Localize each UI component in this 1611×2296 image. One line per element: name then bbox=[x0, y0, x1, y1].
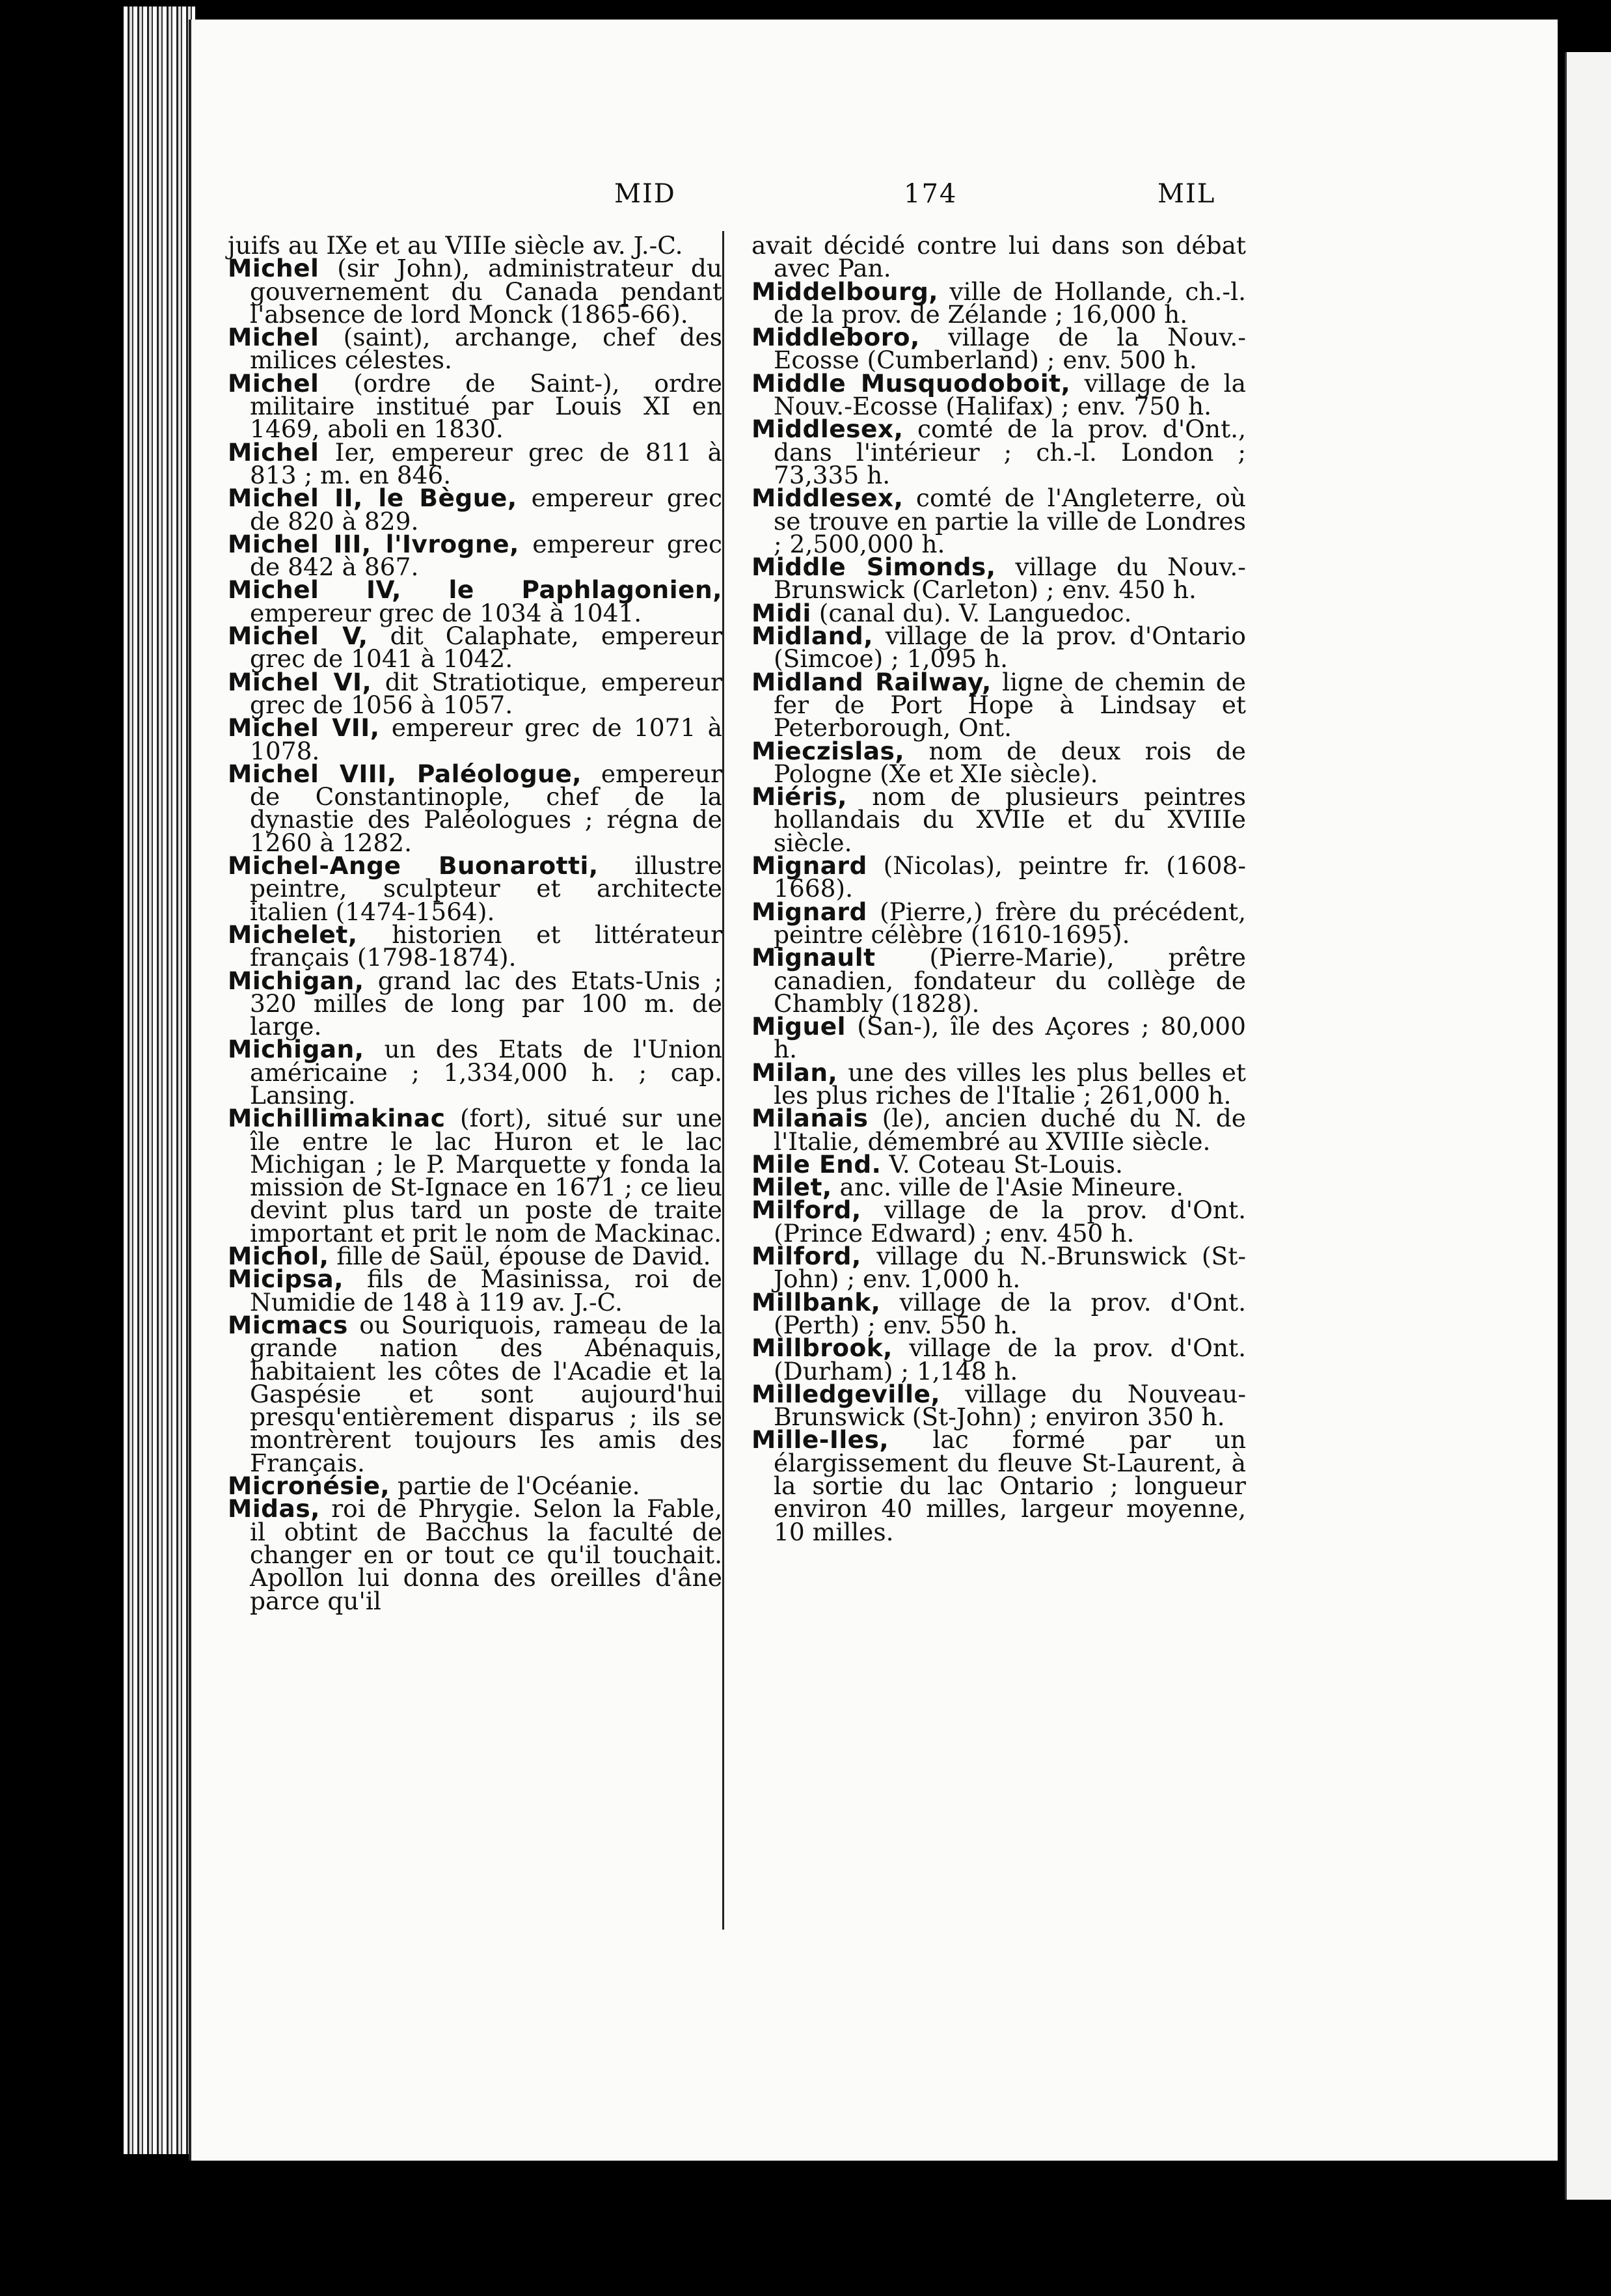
entry-definition: (Nicolas), peintre fr. (1608-1668). bbox=[774, 851, 1246, 903]
dictionary-entry bbox=[751, 368, 1247, 421]
entry-definition: dit Stratiotique, empereur grec de 1056 à 1057. bbox=[250, 667, 722, 719]
dictionary-entry bbox=[751, 553, 1246, 605]
entry-definition: historien et littérateur français (1798-1874). bbox=[250, 920, 722, 972]
entry-definition: (Pierre-Marie), prêtre canadien, fondateur du collège de Chambly (1828). bbox=[774, 943, 1246, 1018]
entry-definition: (ordre de Saint-), ordre militaire institué par Louis XI en 1469, aboli en 1830. bbox=[250, 368, 722, 444]
entry-headword: Michel-Ange Buonarotti, bbox=[228, 851, 599, 881]
dictionary-entry bbox=[228, 575, 722, 627]
entry-definition: grand lac des Etats-Unis ; 320 milles de long par 100 m. de large. bbox=[250, 966, 722, 1041]
running-head-right: MIL bbox=[1157, 179, 1216, 209]
entry-definition: lac formé par un élargissement du fleuve St-Laurent, à la sortie du lac Ontario ; longueur environ 40 milles, largeur moyenne, 10 milles. bbox=[774, 1425, 1246, 1546]
entry-headword: Milford, bbox=[751, 1242, 861, 1271]
entry-definition: fille de Saül, épouse de David. bbox=[329, 1242, 711, 1271]
dictionary-entry bbox=[751, 484, 1246, 558]
entry-definition: nom de deux rois de Pologne (Xe et XIe siècle). bbox=[774, 736, 1246, 788]
dictionary-entry bbox=[228, 368, 722, 444]
entry-definition: ou Souriquois, rameau de la grande nation des Abénaquis, habitaient les côtes de l'Acadie et la Gaspésie et sont aujourd'hui presqu'entièrement disparus ; ils se montrèrent toujours les amis des Français. bbox=[250, 1310, 722, 1477]
entry-headword: Micipsa, bbox=[228, 1264, 344, 1294]
entry-headword: Millbank, bbox=[751, 1287, 881, 1317]
entry-headword: Milet, bbox=[751, 1173, 832, 1202]
dictionary-entry bbox=[751, 897, 1246, 949]
dictionary-entry bbox=[751, 851, 1246, 903]
facing-page-edge bbox=[1565, 52, 1611, 2200]
entry-definition: empereur grec de 1034 à 1041. bbox=[250, 598, 642, 627]
dictionary-entry bbox=[751, 1287, 1246, 1339]
dictionary-entry bbox=[228, 759, 722, 857]
entry-definition: comté de la prov. d'Ont., dans l'intérieur ; ch.-l. London ; 73,335 h. bbox=[774, 415, 1246, 489]
entry-headword: Milan, bbox=[751, 1058, 838, 1087]
entry-definition: (canal du). V. Languedoc. bbox=[811, 598, 1132, 627]
entry-definition: V. Coteau St-Louis. bbox=[881, 1149, 1123, 1179]
dictionary-entry bbox=[228, 851, 722, 926]
entry-headword: Middlesex, bbox=[751, 415, 904, 444]
entry-headword: Mille-Iles, bbox=[751, 1425, 889, 1455]
entry-headword: Milanais bbox=[751, 1104, 869, 1133]
right-column bbox=[751, 231, 1247, 1546]
dictionary-entry bbox=[228, 966, 722, 1041]
dictionary-entry bbox=[751, 1425, 1246, 1546]
entry-definition: (le), ancien duché du N. de l'Italie, démembré au XVIIIe siècle. bbox=[774, 1104, 1246, 1156]
entry-headword: Michel bbox=[228, 323, 319, 352]
entry-headword: Michol, bbox=[228, 1242, 329, 1271]
entry-definition: une des villes les plus belles et les plus riches de l'Italie ; 261,000 h. bbox=[774, 1058, 1246, 1110]
dictionary-entry bbox=[751, 1379, 1246, 1432]
entry-headword: Michel II, le Bègue, bbox=[228, 484, 517, 513]
entry-headword: Michel IV, le Paphlagonien, bbox=[228, 575, 722, 605]
entry-definition: illustre peintre, sculpteur et architecte italien (1474-1564). bbox=[250, 851, 722, 926]
book-page-edges bbox=[124, 7, 195, 2154]
entry-definition: nom de plusieurs peintres hollandais du XVIIe et du XVIIIe siècle. bbox=[774, 782, 1246, 857]
dictionary-entry bbox=[228, 1264, 722, 1317]
entry-headword: Miéris, bbox=[751, 782, 848, 812]
entry-definition: empereur grec de 1071 à 1078. bbox=[250, 713, 722, 765]
dictionary-entry bbox=[751, 1242, 1246, 1294]
entry-headword: Midi bbox=[751, 598, 811, 627]
entry-definition: village de la prov. d'Ont. (Prince Edward) ; env. 450 h. bbox=[774, 1196, 1246, 1248]
entry-definition: village du Nouv.-Brunswick (Carleton) ; env. 450 h. bbox=[774, 553, 1246, 605]
entry-definition: juifs au IXe et au VIIIe siècle av. J.-C. bbox=[228, 231, 683, 260]
dictionary-entry bbox=[751, 1058, 1246, 1110]
entry-definition: village de la prov. d'Ont. (Perth) ; env. 550 h. bbox=[774, 1287, 1246, 1339]
entry-headword: Mignard bbox=[751, 851, 867, 881]
entry-headword: Milford, bbox=[751, 1196, 861, 1225]
entry-definition: comté de l'Angleterre, où se trouve en partie la ville de Londres ; 2,500,000 h. bbox=[774, 484, 1246, 558]
dictionary-entry bbox=[751, 231, 1246, 283]
entry-headword: Middleboro, bbox=[751, 323, 920, 352]
dictionary-entry bbox=[228, 1104, 722, 1248]
entry-definition: empereur grec de 820 à 829. bbox=[250, 484, 722, 536]
entry-headword: Michigan, bbox=[228, 966, 364, 995]
entry-headword: Middle Simonds, bbox=[751, 553, 996, 582]
entry-headword: Middlesex, bbox=[751, 484, 904, 513]
dictionary-entry bbox=[228, 1310, 722, 1477]
entry-headword: Michigan, bbox=[228, 1035, 364, 1064]
entry-headword: Michillimakinac bbox=[228, 1104, 446, 1133]
entry-headword: Mignault bbox=[751, 943, 876, 972]
entry-definition: (San-), île des Açores ; 80,000 h. bbox=[774, 1012, 1246, 1064]
dictionary-entry bbox=[751, 1196, 1246, 1248]
entry-definition: Ier, empereur grec de 811 à 813 ; m. en 846. bbox=[250, 437, 722, 489]
entry-headword: Milledgeville, bbox=[751, 1379, 941, 1408]
dictionary-entry bbox=[751, 323, 1246, 375]
dictionary-entry bbox=[751, 1104, 1246, 1156]
entry-definition: village de la Nouv.-Ecosse (Cumberland) ; env. 500 h. bbox=[774, 323, 1246, 375]
dictionary-entry bbox=[751, 277, 1246, 329]
entry-headword: Michel VII, bbox=[228, 713, 380, 743]
dictionary-entry bbox=[228, 920, 722, 972]
entry-headword: Midland Railway, bbox=[751, 667, 992, 696]
dictionary-entry bbox=[751, 1012, 1246, 1064]
dictionary-entry bbox=[228, 667, 722, 719]
entry-definition: ville de Hollande, ch.-l. de la prov. de Zélande ; 16,000 h. bbox=[774, 277, 1246, 329]
entry-definition: (sir John), administrateur du gouvernement du Canada pendant l'absence de lord Monck (1865-66). bbox=[250, 254, 722, 329]
dictionary-entry bbox=[751, 1333, 1246, 1386]
left-column bbox=[228, 231, 722, 1615]
entry-definition: roi de Phrygie. Selon la Fable, il obtint de Bacchus la faculté de changer en or tout ce qu'il touchait. Apollon lui donna des oreilles d'âne parce qu'il bbox=[250, 1494, 722, 1615]
entry-definition: village de la prov. d'Ont. (Durham) ; 1,148 h. bbox=[774, 1333, 1246, 1386]
entry-definition: village de la Nouv.-Ecosse (Halifax) ; env. 750 h. bbox=[774, 368, 1247, 421]
entry-headword: Michel VIII, Paléologue, bbox=[228, 759, 582, 788]
entry-definition: (saint), archange, chef des milices célestes. bbox=[250, 323, 722, 375]
entry-headword: Midas, bbox=[228, 1494, 320, 1524]
dictionary-entry bbox=[751, 736, 1246, 788]
entry-headword: Michel III, l'Ivrogne, bbox=[228, 529, 519, 558]
dictionary-entry bbox=[751, 943, 1246, 1018]
column-divider bbox=[722, 231, 724, 1930]
dictionary-entry bbox=[228, 1035, 722, 1110]
entry-definition: dit Calaphate, empereur grec de 1041 à 1042. bbox=[250, 622, 722, 674]
entry-definition: village du N.-Brunswick (St-John) ; env. 1,000 h. bbox=[774, 1242, 1246, 1294]
entry-definition: village du Nouveau-Brunswick (St-John) ; environ 350 h. bbox=[774, 1379, 1246, 1432]
dictionary-entry bbox=[228, 323, 722, 375]
entry-headword: Micmacs bbox=[228, 1310, 348, 1339]
dictionary-entry bbox=[751, 667, 1247, 743]
entry-headword: Millbrook, bbox=[751, 1333, 893, 1363]
entry-headword: Michelet, bbox=[228, 920, 358, 949]
entry-definition: un des Etats de l'Union américaine ; 1,334,000 h. ; cap. Lansing. bbox=[250, 1035, 722, 1110]
dictionary-entry bbox=[228, 437, 722, 489]
entry-definition: village de la prov. d'Ontario (Simcoe) ; 1,095 h. bbox=[774, 622, 1246, 674]
dictionary-entry bbox=[228, 622, 722, 674]
entry-definition: empereur grec de 842 à 867. bbox=[250, 529, 722, 582]
entry-headword: Middelbourg, bbox=[751, 277, 939, 306]
entry-definition: avait décidé contre lui dans son débat avec Pan. bbox=[751, 231, 1246, 283]
entry-headword: Mile End. bbox=[751, 1149, 882, 1179]
dictionary-entry bbox=[228, 254, 722, 329]
dictionary-entry bbox=[228, 484, 722, 536]
entry-headword: Michel bbox=[228, 254, 319, 283]
entry-headword: Miguel bbox=[751, 1012, 846, 1041]
running-head-left: MID bbox=[614, 179, 676, 209]
entry-definition: anc. ville de l'Asie Mineure. bbox=[832, 1173, 1184, 1202]
entry-headword: Mieczislas, bbox=[751, 736, 905, 765]
entry-headword: Michel VI, bbox=[228, 667, 372, 696]
entry-headword: Micronésie, bbox=[228, 1471, 390, 1501]
entry-definition: fils de Masinissa, roi de Numidie de 148 à 119 av. J.-C. bbox=[250, 1264, 722, 1317]
entry-definition: empereur de Constantinople, chef de la dynastie des Paléologues ; régna de 1260 à 1282. bbox=[250, 759, 722, 857]
entry-definition: ligne de chemin de fer de Port Hope à Lindsay et Peterborough, Ont. bbox=[774, 667, 1247, 743]
dictionary-entry bbox=[228, 1494, 722, 1615]
entry-headword: Michel V, bbox=[228, 622, 368, 651]
entry-headword: Middle Musquodoboit, bbox=[751, 368, 1071, 398]
dictionary-entry bbox=[228, 713, 722, 765]
page-number: 174 bbox=[904, 179, 958, 209]
entry-definition: partie de l'Océanie. bbox=[390, 1471, 640, 1501]
dictionary-entry bbox=[751, 415, 1246, 489]
dictionary-entry bbox=[751, 782, 1246, 857]
entry-definition: (Pierre,) frère du précédent, peintre célèbre (1610-1695). bbox=[774, 897, 1246, 949]
entry-definition: (fort), situé sur une île entre le lac Huron et le lac Michigan ; le P. Marquette y fonda la mission de St-Ignace en 1671 ; ce lieu devint plus tard un poste de traite important et prit le nom de Mackinac. bbox=[250, 1104, 722, 1248]
dictionary-entry bbox=[751, 622, 1246, 674]
entry-headword: Midland, bbox=[751, 622, 873, 651]
entry-headword: Michel bbox=[228, 368, 319, 398]
entry-headword: Michel bbox=[228, 437, 319, 467]
entry-headword: Mignard bbox=[751, 897, 867, 926]
dictionary-entry bbox=[228, 529, 722, 582]
